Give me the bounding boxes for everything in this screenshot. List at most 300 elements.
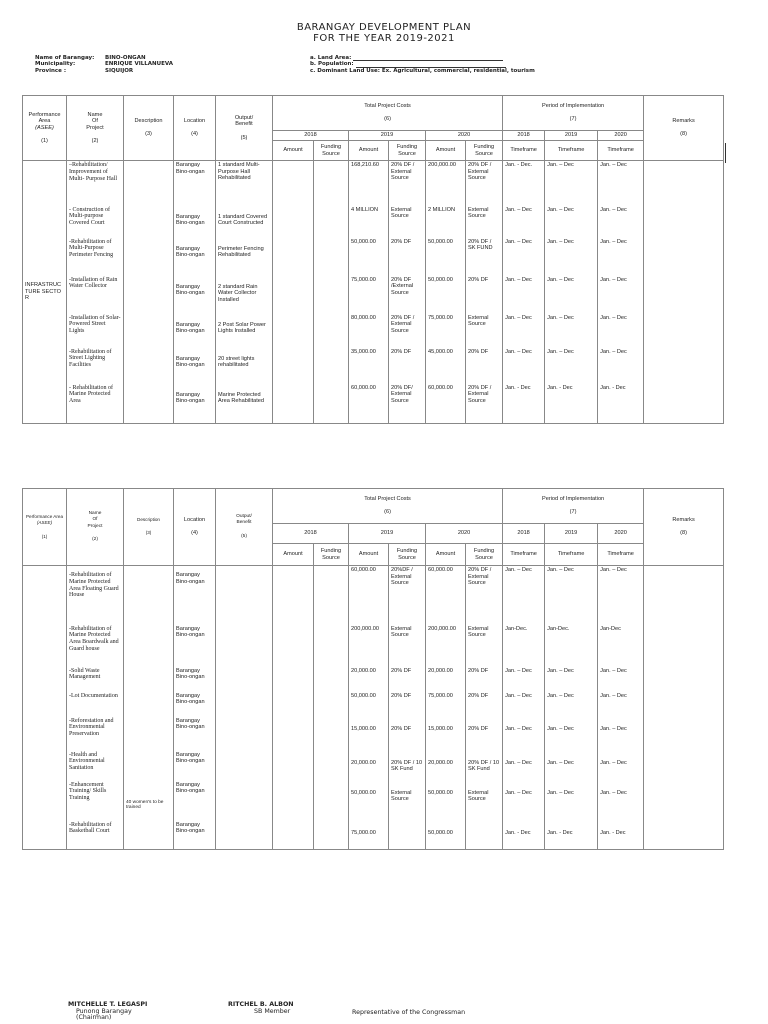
a2020-cell: 60,000.00 bbox=[426, 566, 466, 614]
output-cell bbox=[216, 614, 273, 662]
signatory-sb-member bbox=[228, 1002, 294, 1015]
period-year-2019: 2019 bbox=[545, 131, 598, 141]
remarks-cell bbox=[644, 614, 724, 662]
project-name-cell: -Rehabilitation of Street Lighting Facilities bbox=[67, 348, 124, 384]
a2020-cell: 2 MILLION bbox=[426, 206, 466, 238]
location-cell: Barangay Bino-ongan bbox=[174, 161, 216, 206]
location-cell: Barangay Bino-ongan bbox=[174, 206, 216, 238]
col-total-project-costs: Total Project Costs (6) bbox=[273, 96, 503, 131]
f2019-cell: 20% DF bbox=[389, 348, 426, 384]
funding-2018-cell bbox=[314, 662, 349, 687]
project-name-cell: -Rehabilitation of Marine Protected Area Boardwalk and Guard house bbox=[67, 614, 124, 662]
document-title bbox=[0, 22, 768, 44]
a2019-cell: 60,000.00 bbox=[349, 566, 389, 614]
amount-2018-cell bbox=[273, 348, 314, 384]
a2020-cell: 20,000.00 bbox=[426, 662, 466, 687]
t2019-cell: Jan. – Dec bbox=[545, 161, 598, 206]
signatory-chairman bbox=[68, 1002, 147, 1022]
cost-year-2020: 2020 bbox=[426, 524, 503, 544]
a2019-cell: 60,000.00 bbox=[349, 384, 389, 424]
funding-2018-cell bbox=[314, 712, 349, 746]
amount-2018-cell bbox=[273, 206, 314, 238]
amount-2019-header: Amount bbox=[349, 544, 389, 566]
t2019-cell: Jan. – Dec bbox=[545, 662, 598, 687]
a2020-cell: 50,000.00 bbox=[426, 776, 466, 816]
f2019-cell: External Source bbox=[389, 614, 426, 662]
f2019-cell: 20% DF bbox=[389, 662, 426, 687]
col-remarks: Remarks (8) bbox=[644, 96, 724, 161]
t2018-cell: Jan. - Dec bbox=[503, 816, 545, 850]
province-value: SIQUIJOR bbox=[105, 67, 134, 74]
barangay-value: BINO-ONGAN bbox=[105, 55, 146, 61]
amount-2018-cell bbox=[273, 816, 314, 850]
period-year-2020: 2020 bbox=[598, 131, 644, 141]
t2019-cell: Jan. – Dec bbox=[545, 348, 598, 384]
amount-2018-cell bbox=[273, 238, 314, 276]
t2020-cell: Jan. - Dec bbox=[598, 816, 644, 850]
signatory-role: SB Member bbox=[254, 1007, 291, 1015]
a2019-cell: 75,000.00 bbox=[349, 816, 389, 850]
output-cell bbox=[216, 662, 273, 687]
a2019-cell: 50,000.00 bbox=[349, 776, 389, 816]
output-cell bbox=[216, 712, 273, 746]
f2020-cell: 20% DF bbox=[466, 687, 503, 712]
output-cell: 1 standard Multi-Purpose Hall Rehabilitated bbox=[216, 161, 273, 206]
land-area-label: a. Land Area: bbox=[310, 55, 352, 61]
col-project-name: Name Of Project (2) bbox=[67, 96, 124, 161]
t2020-cell: Jan. – Dec bbox=[598, 348, 644, 384]
funding-2020-header: Funding Source bbox=[466, 141, 503, 161]
signatory-name: RITCHEL B. ALBON bbox=[228, 1001, 294, 1008]
location-cell: Barangay Bino-ongan bbox=[174, 276, 216, 314]
performance-area-cell bbox=[23, 746, 67, 776]
output-cell: 1 standard Covered Court Constructed bbox=[216, 206, 273, 238]
table-row bbox=[23, 662, 724, 687]
project-name-cell: - Construction of Multi-purpose Covered Court bbox=[67, 206, 124, 238]
location-cell: Barangay Bino-ongan bbox=[174, 314, 216, 348]
description-cell: 40 women's to be trained bbox=[124, 776, 174, 816]
margin-bar bbox=[725, 143, 726, 163]
description-cell bbox=[124, 614, 174, 662]
t2018-cell: Jan. – Dec bbox=[503, 276, 545, 314]
col-description: Description (3) bbox=[124, 489, 174, 566]
funding-2018-cell bbox=[314, 238, 349, 276]
t2018-cell: Jan. – Dec bbox=[503, 238, 545, 276]
a2019-cell: 200,000.00 bbox=[349, 614, 389, 662]
remarks-cell bbox=[644, 206, 724, 238]
a2019-cell: 50,000.00 bbox=[349, 238, 389, 276]
signatory-role-note: (Chairman) bbox=[76, 1014, 112, 1022]
t2020-cell: Jan. – Dec bbox=[598, 566, 644, 614]
t2018-cell: Jan. – Dec bbox=[503, 746, 545, 776]
project-name-cell: - Rehabilitation of Marine Protected Area bbox=[67, 384, 124, 424]
remarks-cell bbox=[644, 566, 724, 614]
cost-year-2019: 2019 bbox=[349, 131, 426, 141]
output-cell: 20 street lights rehabilitated bbox=[216, 348, 273, 384]
location-cell: Barangay Bino-ongan bbox=[174, 566, 216, 614]
description-cell bbox=[124, 314, 174, 348]
amount-2018-cell bbox=[273, 687, 314, 712]
project-name-cell: -Reforestation and Environmental Preservation bbox=[67, 712, 124, 746]
t2019-cell: Jan. – Dec bbox=[545, 776, 598, 816]
a2020-cell: 60,000.00 bbox=[426, 384, 466, 424]
t2019-cell: Jan. – Dec bbox=[545, 206, 598, 238]
period-year-2020: 2020 bbox=[598, 524, 644, 544]
t2019-cell: Jan. – Dec bbox=[545, 687, 598, 712]
t2018-cell: Jan. – Dec bbox=[503, 206, 545, 238]
table-row bbox=[23, 712, 724, 746]
area-info bbox=[310, 55, 535, 74]
funding-2018-cell bbox=[314, 816, 349, 850]
funding-2018-cell bbox=[314, 348, 349, 384]
t2020-cell: Jan-Dec bbox=[598, 614, 644, 662]
a2020-cell: 75,000.00 bbox=[426, 687, 466, 712]
performance-area-cell bbox=[23, 614, 67, 662]
a2019-cell: 35,000.00 bbox=[349, 348, 389, 384]
cost-year-2020: 2020 bbox=[426, 131, 503, 141]
f2020-cell: External Source bbox=[466, 206, 503, 238]
a2020-cell: 20,000.00 bbox=[426, 746, 466, 776]
population-label: b. Population: bbox=[310, 61, 354, 68]
t2020-cell: Jan. – Dec bbox=[598, 161, 644, 206]
col-total-project-costs: Total Project Costs (6) bbox=[273, 489, 503, 524]
col-project-name: Name Of Project (2) bbox=[67, 489, 124, 566]
f2020-cell: 20% DF bbox=[466, 712, 503, 746]
t2020-cell: Jan. - Dec bbox=[598, 384, 644, 424]
funding-2018-cell bbox=[314, 206, 349, 238]
signatory-representative bbox=[352, 1010, 465, 1017]
t2018-cell: Jan. – Dec bbox=[503, 776, 545, 816]
timeframe-2019-header: Timeframe bbox=[545, 544, 598, 566]
amount-2018-cell bbox=[273, 746, 314, 776]
f2019-cell: External Source bbox=[389, 776, 426, 816]
signatory-role: Representative of the Congressman bbox=[352, 1009, 466, 1016]
remarks-cell bbox=[644, 712, 724, 746]
f2020-cell: 20% DF / 10 SK Fund bbox=[466, 746, 503, 776]
a2020-cell: 45,000.00 bbox=[426, 348, 466, 384]
amount-2019-header: Amount bbox=[349, 141, 389, 161]
remarks-cell bbox=[644, 662, 724, 687]
funding-2018-cell bbox=[314, 614, 349, 662]
remarks-cell bbox=[644, 384, 724, 424]
location-cell: Barangay Bino-ongan bbox=[174, 816, 216, 850]
amount-2018-cell bbox=[273, 566, 314, 614]
cost-year-2018: 2018 bbox=[273, 524, 349, 544]
a2019-cell: 20,000.00 bbox=[349, 746, 389, 776]
timeframe-2018-header: Timeframe bbox=[503, 141, 545, 161]
t2020-cell: Jan. – Dec bbox=[598, 238, 644, 276]
col-performance-area: Performance Area (ASEE) (1) bbox=[23, 96, 67, 161]
f2020-cell: 20% DF bbox=[466, 662, 503, 687]
t2020-cell: Jan. – Dec bbox=[598, 314, 644, 348]
t2020-cell: Jan. – Dec bbox=[598, 746, 644, 776]
location-cell: Barangay Bino-ongan bbox=[174, 687, 216, 712]
t2019-cell: Jan-Dec. bbox=[545, 614, 598, 662]
amount-2018-cell bbox=[273, 614, 314, 662]
municipality-label: Municipality: bbox=[35, 61, 76, 68]
location-cell: Barangay Bino-ongan bbox=[174, 776, 216, 816]
description-cell bbox=[124, 161, 174, 206]
remarks-cell bbox=[644, 776, 724, 816]
table-row bbox=[23, 161, 724, 206]
output-cell: 2 standard Rain Water Collector Installed bbox=[216, 276, 273, 314]
table-row bbox=[23, 238, 724, 276]
description-cell bbox=[124, 662, 174, 687]
f2019-cell: 20% DF bbox=[389, 238, 426, 276]
output-cell bbox=[216, 776, 273, 816]
t2018-cell: Jan. – Dec bbox=[503, 314, 545, 348]
table-row bbox=[23, 348, 724, 384]
t2019-cell: Jan. – Dec bbox=[545, 566, 598, 614]
amount-2018-cell bbox=[273, 712, 314, 746]
a2019-cell: 80,000.00 bbox=[349, 314, 389, 348]
title-line-1: BARANGAY DEVELOPMENT PLAN bbox=[296, 22, 472, 33]
period-year-2018: 2018 bbox=[503, 131, 545, 141]
funding-2018-header: Funding Source bbox=[314, 141, 349, 161]
funding-2019-header: Funding Source bbox=[389, 141, 426, 161]
signatory-role: Punong Barangay bbox=[76, 1007, 132, 1015]
cost-year-2018: 2018 bbox=[273, 131, 349, 141]
timeframe-2019-header: Timeframe bbox=[545, 141, 598, 161]
province-label: Province : bbox=[35, 67, 67, 74]
table-row bbox=[23, 566, 724, 614]
remarks-cell bbox=[644, 161, 724, 206]
table-row bbox=[23, 687, 724, 712]
t2020-cell: Jan. – Dec bbox=[598, 776, 644, 816]
remarks-cell bbox=[644, 687, 724, 712]
amount-2018-cell bbox=[273, 161, 314, 206]
description-cell bbox=[124, 206, 174, 238]
performance-area-cell bbox=[23, 566, 67, 614]
a2019-cell: 15,000.00 bbox=[349, 712, 389, 746]
timeframe-2018-header: Timeframe bbox=[503, 544, 545, 566]
project-name-cell: -Installation of Rain Water Collector bbox=[67, 276, 124, 314]
t2020-cell: Jan. – Dec bbox=[598, 712, 644, 746]
remarks-cell bbox=[644, 746, 724, 776]
location-cell: Barangay Bino-ongan bbox=[174, 384, 216, 424]
f2019-cell: 20%DF / External Source bbox=[389, 566, 426, 614]
performance-area-cell bbox=[23, 816, 67, 850]
t2018-cell: Jan. – Dec bbox=[503, 712, 545, 746]
f2020-cell: 20% DF / SK FUND bbox=[466, 238, 503, 276]
f2020-cell: 20% DF / External Source bbox=[466, 161, 503, 206]
f2019-cell: 20% DF /External Source bbox=[389, 276, 426, 314]
description-cell bbox=[124, 746, 174, 776]
t2020-cell: Jan. – Dec bbox=[598, 206, 644, 238]
col-period-of-implementation: Period of Implementation (7) bbox=[503, 489, 644, 524]
timeframe-2020-header: Timeframe bbox=[598, 544, 644, 566]
development-plan-table-1 bbox=[22, 95, 724, 424]
project-name-cell: -Enhancement Training/ Skills Training bbox=[67, 776, 124, 816]
amount-2018-cell bbox=[273, 662, 314, 687]
municipality-value: ENRIQUE VILLANUEVA bbox=[105, 61, 173, 68]
location-cell: Barangay Bino-ongan bbox=[174, 712, 216, 746]
a2020-cell: 15,000.00 bbox=[426, 712, 466, 746]
description-cell bbox=[124, 712, 174, 746]
a2020-cell: 200,000.00 bbox=[426, 614, 466, 662]
description-cell bbox=[124, 276, 174, 314]
remarks-cell bbox=[644, 276, 724, 314]
description-cell bbox=[124, 816, 174, 850]
output-cell: Marine Protected Area Rehabilitated bbox=[216, 384, 273, 424]
amount-2018-cell bbox=[273, 384, 314, 424]
f2019-cell: External Source bbox=[389, 206, 426, 238]
output-cell bbox=[216, 566, 273, 614]
amount-2018-cell bbox=[273, 314, 314, 348]
location-cell: Barangay Bino-ongan bbox=[174, 348, 216, 384]
description-cell bbox=[124, 687, 174, 712]
funding-2018-cell bbox=[314, 566, 349, 614]
table-row bbox=[23, 746, 724, 776]
f2020-cell bbox=[466, 816, 503, 850]
f2019-cell: 20% DF bbox=[389, 712, 426, 746]
sector-cell: INFRASTRUCTURE SECTOR bbox=[23, 161, 67, 424]
remarks-cell bbox=[644, 348, 724, 384]
t2019-cell: Jan. - Dec bbox=[545, 384, 598, 424]
funding-2019-header: Funding Source bbox=[389, 544, 426, 566]
location-cell: Barangay Bino-ongan bbox=[174, 614, 216, 662]
barangay-info bbox=[35, 55, 173, 74]
barangay-label: Name of Barangay: bbox=[35, 55, 95, 61]
a2020-cell: 75,000.00 bbox=[426, 314, 466, 348]
t2018-cell: Jan. – Dec bbox=[503, 566, 545, 614]
t2019-cell: Jan. – Dec bbox=[545, 276, 598, 314]
project-name-cell: -Installation of Solar-Powered Street Lights bbox=[67, 314, 124, 348]
table-row bbox=[23, 276, 724, 314]
f2020-cell: External Source bbox=[466, 314, 503, 348]
funding-2018-cell bbox=[314, 161, 349, 206]
a2020-cell: 50,000.00 bbox=[426, 238, 466, 276]
table-row bbox=[23, 614, 724, 662]
f2019-cell: 20% DF/ External Source bbox=[389, 384, 426, 424]
project-name-cell: -Rehabilitation of Multi-Purpose Perimeter Fencing bbox=[67, 238, 124, 276]
output-cell bbox=[216, 746, 273, 776]
a2020-cell: 200,000.00 bbox=[426, 161, 466, 206]
f2020-cell: 20% DF / External Source bbox=[466, 384, 503, 424]
col-performance-area: Performance Area (ASEE) (1) bbox=[23, 489, 67, 566]
project-name-cell: -Rehabilitation of Basketball Court bbox=[67, 816, 124, 850]
output-cell: 2 Post Solar Power Lights Installed bbox=[216, 314, 273, 348]
a2020-cell: 50,000.00 bbox=[426, 276, 466, 314]
output-cell bbox=[216, 687, 273, 712]
project-name-cell: -Solid Waste Management bbox=[67, 662, 124, 687]
funding-2018-header: Funding Source bbox=[314, 544, 349, 566]
output-cell: Perimeter Fencing Rehabilitated bbox=[216, 238, 273, 276]
period-year-2019: 2019 bbox=[545, 524, 598, 544]
f2019-cell: 20% DF bbox=[389, 687, 426, 712]
col-output: Output/ Benefit (5) bbox=[216, 489, 273, 566]
funding-2018-cell bbox=[314, 384, 349, 424]
location-cell: Barangay Bino-ongan bbox=[174, 662, 216, 687]
t2018-cell: Jan. – Dec bbox=[503, 662, 545, 687]
t2018-cell: Jan. - Dec. bbox=[503, 161, 545, 206]
col-remarks: Remarks (8) bbox=[644, 489, 724, 566]
f2019-cell bbox=[389, 816, 426, 850]
project-name-cell: -Health and Environmental Sanitation bbox=[67, 746, 124, 776]
a2020-cell: 50,000.00 bbox=[426, 816, 466, 850]
performance-area-cell bbox=[23, 712, 67, 746]
f2019-cell: 20% DF / External Source bbox=[389, 161, 426, 206]
t2019-cell: Jan. – Dec bbox=[545, 238, 598, 276]
f2019-cell: 20% DF / 10 SK Fund bbox=[389, 746, 426, 776]
col-period-of-implementation: Period of Implementation (7) bbox=[503, 96, 644, 131]
t2019-cell: Jan. – Dec bbox=[545, 746, 598, 776]
amount-2018-header: Amount bbox=[273, 141, 314, 161]
funding-2018-cell bbox=[314, 746, 349, 776]
description-cell bbox=[124, 348, 174, 384]
t2018-cell: Jan. – Dec bbox=[503, 348, 545, 384]
f2020-cell: 20% DF bbox=[466, 348, 503, 384]
location-cell: Barangay Bino-ongan bbox=[174, 746, 216, 776]
performance-area-cell bbox=[23, 687, 67, 712]
description-cell bbox=[124, 384, 174, 424]
table-row bbox=[23, 314, 724, 348]
t2019-cell: Jan. – Dec bbox=[545, 314, 598, 348]
funding-2018-cell bbox=[314, 314, 349, 348]
amount-2020-header: Amount bbox=[426, 141, 466, 161]
table-row bbox=[23, 384, 724, 424]
output-cell bbox=[216, 816, 273, 850]
t2020-cell: Jan. – Dec bbox=[598, 276, 644, 314]
development-plan-table-2 bbox=[22, 488, 724, 850]
funding-2018-cell bbox=[314, 687, 349, 712]
table-row bbox=[23, 776, 724, 816]
remarks-cell bbox=[644, 238, 724, 276]
table-row bbox=[23, 206, 724, 238]
amount-2018-cell bbox=[273, 276, 314, 314]
signatory-name: MITCHELLE T. LEGASPI bbox=[68, 1001, 148, 1008]
f2020-cell: 20% DF / External Source bbox=[466, 566, 503, 614]
col-description: Description (3) bbox=[124, 96, 174, 161]
description-cell bbox=[124, 566, 174, 614]
title-line-2: FOR THE YEAR 2019-2021 bbox=[313, 33, 455, 44]
period-year-2018: 2018 bbox=[503, 524, 545, 544]
amount-2018-header: Amount bbox=[273, 544, 314, 566]
a2019-cell: 4 MILLION bbox=[349, 206, 389, 238]
description-cell bbox=[124, 238, 174, 276]
funding-2020-header: Funding Source bbox=[466, 544, 503, 566]
cost-year-2019: 2019 bbox=[349, 524, 426, 544]
amount-2018-cell bbox=[273, 776, 314, 816]
t2018-cell: Jan. – Dec bbox=[503, 687, 545, 712]
population-blank bbox=[356, 62, 506, 68]
remarks-cell bbox=[644, 816, 724, 850]
location-cell: Barangay Bino-ongan bbox=[174, 238, 216, 276]
project-name-cell: -Lot Documentation bbox=[67, 687, 124, 712]
f2020-cell: 20% DF bbox=[466, 276, 503, 314]
t2020-cell: Jan. – Dec bbox=[598, 687, 644, 712]
remarks-cell bbox=[644, 314, 724, 348]
t2018-cell: Jan-Dec. bbox=[503, 614, 545, 662]
a2019-cell: 75,000.00 bbox=[349, 276, 389, 314]
t2018-cell: Jan. - Dec bbox=[503, 384, 545, 424]
col-location: Location (4) bbox=[174, 96, 216, 161]
t2019-cell: Jan. - Dec bbox=[545, 816, 598, 850]
table-row bbox=[23, 816, 724, 850]
land-use-label: c. Dominant Land Use: Ex. Agricultural, commercial, residential, tourism bbox=[310, 67, 535, 74]
f2020-cell: External Source bbox=[466, 614, 503, 662]
f2020-cell: External Source bbox=[466, 776, 503, 816]
t2020-cell: Jan. – Dec bbox=[598, 662, 644, 687]
timeframe-2020-header: Timeframe bbox=[598, 141, 644, 161]
performance-area-cell bbox=[23, 776, 67, 816]
funding-2018-cell bbox=[314, 276, 349, 314]
t2019-cell: Jan. – Dec bbox=[545, 712, 598, 746]
project-name-cell: –Rehabilitation/ Improvement of Multi- Purpose Hall bbox=[67, 161, 124, 206]
col-output: Output/ Benefit (5) bbox=[216, 96, 273, 161]
col-location: Location (4) bbox=[174, 489, 216, 566]
amount-2020-header: Amount bbox=[426, 544, 466, 566]
